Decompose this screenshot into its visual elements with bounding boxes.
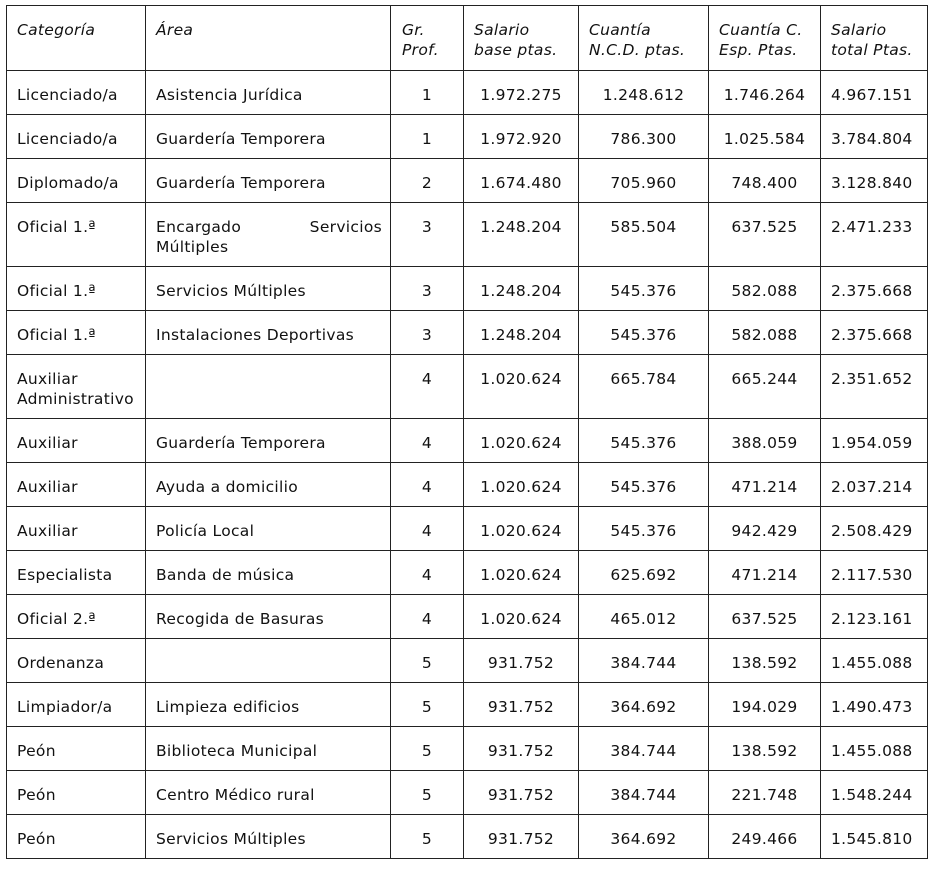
cell-salario-base: 1.020.624 <box>464 551 579 595</box>
cell-area: Encargado Servicios Múltiples <box>146 203 391 267</box>
cell-salario-base: 1.972.275 <box>464 71 579 115</box>
cell-salario-total: 1.548.244 <box>821 771 928 815</box>
cell-cuantia-esp: 221.748 <box>709 771 821 815</box>
table-row <box>7 159 928 203</box>
cell-salario-base: 1.020.624 <box>464 595 579 639</box>
cell-grupo: 5 <box>391 771 464 815</box>
cell-cuantia-ncd: 545.376 <box>579 463 709 507</box>
cell-salario-total: 2.375.668 <box>821 311 928 355</box>
cell-cuantia-esp: 194.029 <box>709 683 821 727</box>
header-cuantia-esp: Cuantía C. Esp. Ptas. <box>709 6 821 71</box>
cell-salario-total: 4.967.151 <box>821 71 928 115</box>
cell-cuantia-ncd: 384.744 <box>579 639 709 683</box>
cell-salario-total: 2.123.161 <box>821 595 928 639</box>
cell-area: Policía Local <box>146 507 391 551</box>
cell-cuantia-esp: 1.025.584 <box>709 115 821 159</box>
cell-cuantia-ncd: 585.504 <box>579 203 709 267</box>
cell-salario-total: 1.490.473 <box>821 683 928 727</box>
table-row <box>7 71 928 115</box>
cell-salario-base: 1.020.624 <box>464 463 579 507</box>
cell-grupo: 1 <box>391 115 464 159</box>
cell-salario-base: 1.674.480 <box>464 159 579 203</box>
cell-cuantia-ncd: 1.248.612 <box>579 71 709 115</box>
cell-cuantia-esp: 249.466 <box>709 815 821 859</box>
cell-salario-total: 1.455.088 <box>821 727 928 771</box>
cell-cuantia-esp: 748.400 <box>709 159 821 203</box>
cell-area: Ayuda a domicilio <box>146 463 391 507</box>
table-row <box>7 551 928 595</box>
cell-grupo: 2 <box>391 159 464 203</box>
cell-salario-total: 1.954.059 <box>821 419 928 463</box>
cell-cuantia-ncd: 665.784 <box>579 355 709 419</box>
header-categoria: Categoría <box>7 6 146 71</box>
table-row <box>7 203 928 267</box>
cell-area: Instalaciones Deportivas <box>146 311 391 355</box>
table-row <box>7 311 928 355</box>
cell-salario-total: 2.117.530 <box>821 551 928 595</box>
cell-salario-base: 931.752 <box>464 727 579 771</box>
cell-salario-base: 1.248.204 <box>464 311 579 355</box>
cell-salario-total: 1.545.810 <box>821 815 928 859</box>
cell-categoria: Peón <box>7 727 146 771</box>
header-area: Área <box>146 6 391 71</box>
cell-salario-total: 1.455.088 <box>821 639 928 683</box>
cell-salario-base: 1.972.920 <box>464 115 579 159</box>
header-salario-base: Salario base ptas. <box>464 6 579 71</box>
cell-cuantia-esp: 388.059 <box>709 419 821 463</box>
cell-area: Servicios Múltiples <box>146 815 391 859</box>
cell-cuantia-esp: 138.592 <box>709 639 821 683</box>
cell-area: Guardería Temporera <box>146 419 391 463</box>
cell-cuantia-ncd: 364.692 <box>579 815 709 859</box>
cell-cuantia-ncd: 364.692 <box>579 683 709 727</box>
table-row <box>7 355 928 419</box>
cell-categoria: Licenciado/a <box>7 115 146 159</box>
table-row <box>7 639 928 683</box>
cell-area: Guardería Temporera <box>146 115 391 159</box>
cell-cuantia-esp: 942.429 <box>709 507 821 551</box>
cell-cuantia-ncd: 465.012 <box>579 595 709 639</box>
cell-salario-total: 2.508.429 <box>821 507 928 551</box>
cell-categoria: Limpiador/a <box>7 683 146 727</box>
cell-area: Recogida de Basuras <box>146 595 391 639</box>
cell-grupo: 4 <box>391 419 464 463</box>
cell-cuantia-esp: 637.525 <box>709 203 821 267</box>
table-row <box>7 815 928 859</box>
cell-cuantia-ncd: 545.376 <box>579 507 709 551</box>
table-row <box>7 115 928 159</box>
cell-cuantia-ncd: 625.692 <box>579 551 709 595</box>
cell-categoria: Licenciado/a <box>7 71 146 115</box>
cell-grupo: 4 <box>391 507 464 551</box>
cell-cuantia-ncd: 384.744 <box>579 727 709 771</box>
cell-cuantia-esp: 138.592 <box>709 727 821 771</box>
cell-area: Biblioteca Municipal <box>146 727 391 771</box>
cell-cuantia-esp: 1.746.264 <box>709 71 821 115</box>
cell-categoria: Oficial 1.ª <box>7 267 146 311</box>
cell-salario-total: 2.471.233 <box>821 203 928 267</box>
cell-salario-base: 1.020.624 <box>464 355 579 419</box>
cell-salario-total: 2.375.668 <box>821 267 928 311</box>
cell-categoria: Oficial 2.ª <box>7 595 146 639</box>
cell-area: Centro Médico rural <box>146 771 391 815</box>
cell-grupo: 3 <box>391 311 464 355</box>
cell-grupo: 4 <box>391 355 464 419</box>
cell-categoria: Auxiliar <box>7 507 146 551</box>
cell-categoria: Ordenanza <box>7 639 146 683</box>
cell-categoria: Peón <box>7 771 146 815</box>
cell-grupo: 5 <box>391 683 464 727</box>
cell-area <box>146 355 391 419</box>
table-row <box>7 595 928 639</box>
header-cuantia-ncd: Cuantía N.C.D. ptas. <box>579 6 709 71</box>
cell-cuantia-esp: 665.244 <box>709 355 821 419</box>
cell-categoria: Oficial 1.ª <box>7 203 146 267</box>
cell-salario-total: 3.128.840 <box>821 159 928 203</box>
cell-cuantia-ncd: 705.960 <box>579 159 709 203</box>
cell-salario-total: 2.351.652 <box>821 355 928 419</box>
cell-salario-base: 1.248.204 <box>464 267 579 311</box>
cell-area <box>146 639 391 683</box>
cell-categoria: Auxiliar <box>7 463 146 507</box>
table-row <box>7 419 928 463</box>
cell-grupo: 4 <box>391 595 464 639</box>
cell-grupo: 5 <box>391 639 464 683</box>
cell-area: Servicios Múltiples <box>146 267 391 311</box>
table-row <box>7 727 928 771</box>
cell-salario-base: 931.752 <box>464 639 579 683</box>
cell-area: Guardería Temporera <box>146 159 391 203</box>
cell-area: Banda de música <box>146 551 391 595</box>
cell-grupo: 4 <box>391 463 464 507</box>
cell-grupo: 1 <box>391 71 464 115</box>
table-row <box>7 507 928 551</box>
cell-salario-total: 3.784.804 <box>821 115 928 159</box>
cell-cuantia-ncd: 545.376 <box>579 419 709 463</box>
cell-salario-base: 931.752 <box>464 815 579 859</box>
cell-categoria: Peón <box>7 815 146 859</box>
cell-grupo: 3 <box>391 267 464 311</box>
cell-area: Limpieza edificios <box>146 683 391 727</box>
cell-salario-base: 1.020.624 <box>464 419 579 463</box>
table-row <box>7 683 928 727</box>
cell-cuantia-esp: 582.088 <box>709 311 821 355</box>
cell-grupo: 5 <box>391 727 464 771</box>
cell-salario-base: 931.752 <box>464 683 579 727</box>
cell-cuantia-esp: 471.214 <box>709 551 821 595</box>
table-row <box>7 771 928 815</box>
table-row <box>7 463 928 507</box>
cell-cuantia-esp: 637.525 <box>709 595 821 639</box>
cell-salario-base: 1.020.624 <box>464 507 579 551</box>
header-row <box>7 6 928 71</box>
table-row <box>7 267 928 311</box>
cell-grupo: 5 <box>391 815 464 859</box>
cell-cuantia-ncd: 545.376 <box>579 311 709 355</box>
cell-area: Asistencia Jurídica <box>146 71 391 115</box>
cell-cuantia-ncd: 786.300 <box>579 115 709 159</box>
cell-categoria: Auxiliar <box>7 419 146 463</box>
cell-cuantia-ncd: 545.376 <box>579 267 709 311</box>
cell-salario-base: 1.248.204 <box>464 203 579 267</box>
cell-categoria: Diplomado/a <box>7 159 146 203</box>
cell-cuantia-ncd: 384.744 <box>579 771 709 815</box>
cell-salario-base: 931.752 <box>464 771 579 815</box>
cell-cuantia-esp: 471.214 <box>709 463 821 507</box>
cell-salario-total: 2.037.214 <box>821 463 928 507</box>
cell-categoria: Auxiliar Administrativo <box>7 355 146 419</box>
cell-grupo: 4 <box>391 551 464 595</box>
cell-categoria: Especialista <box>7 551 146 595</box>
header-salario-total: Salario total Ptas. <box>821 6 928 71</box>
cell-categoria: Oficial 1.ª <box>7 311 146 355</box>
salary-table <box>6 5 928 859</box>
cell-cuantia-esp: 582.088 <box>709 267 821 311</box>
header-grupo: Gr. Prof. <box>391 6 464 71</box>
cell-grupo: 3 <box>391 203 464 267</box>
